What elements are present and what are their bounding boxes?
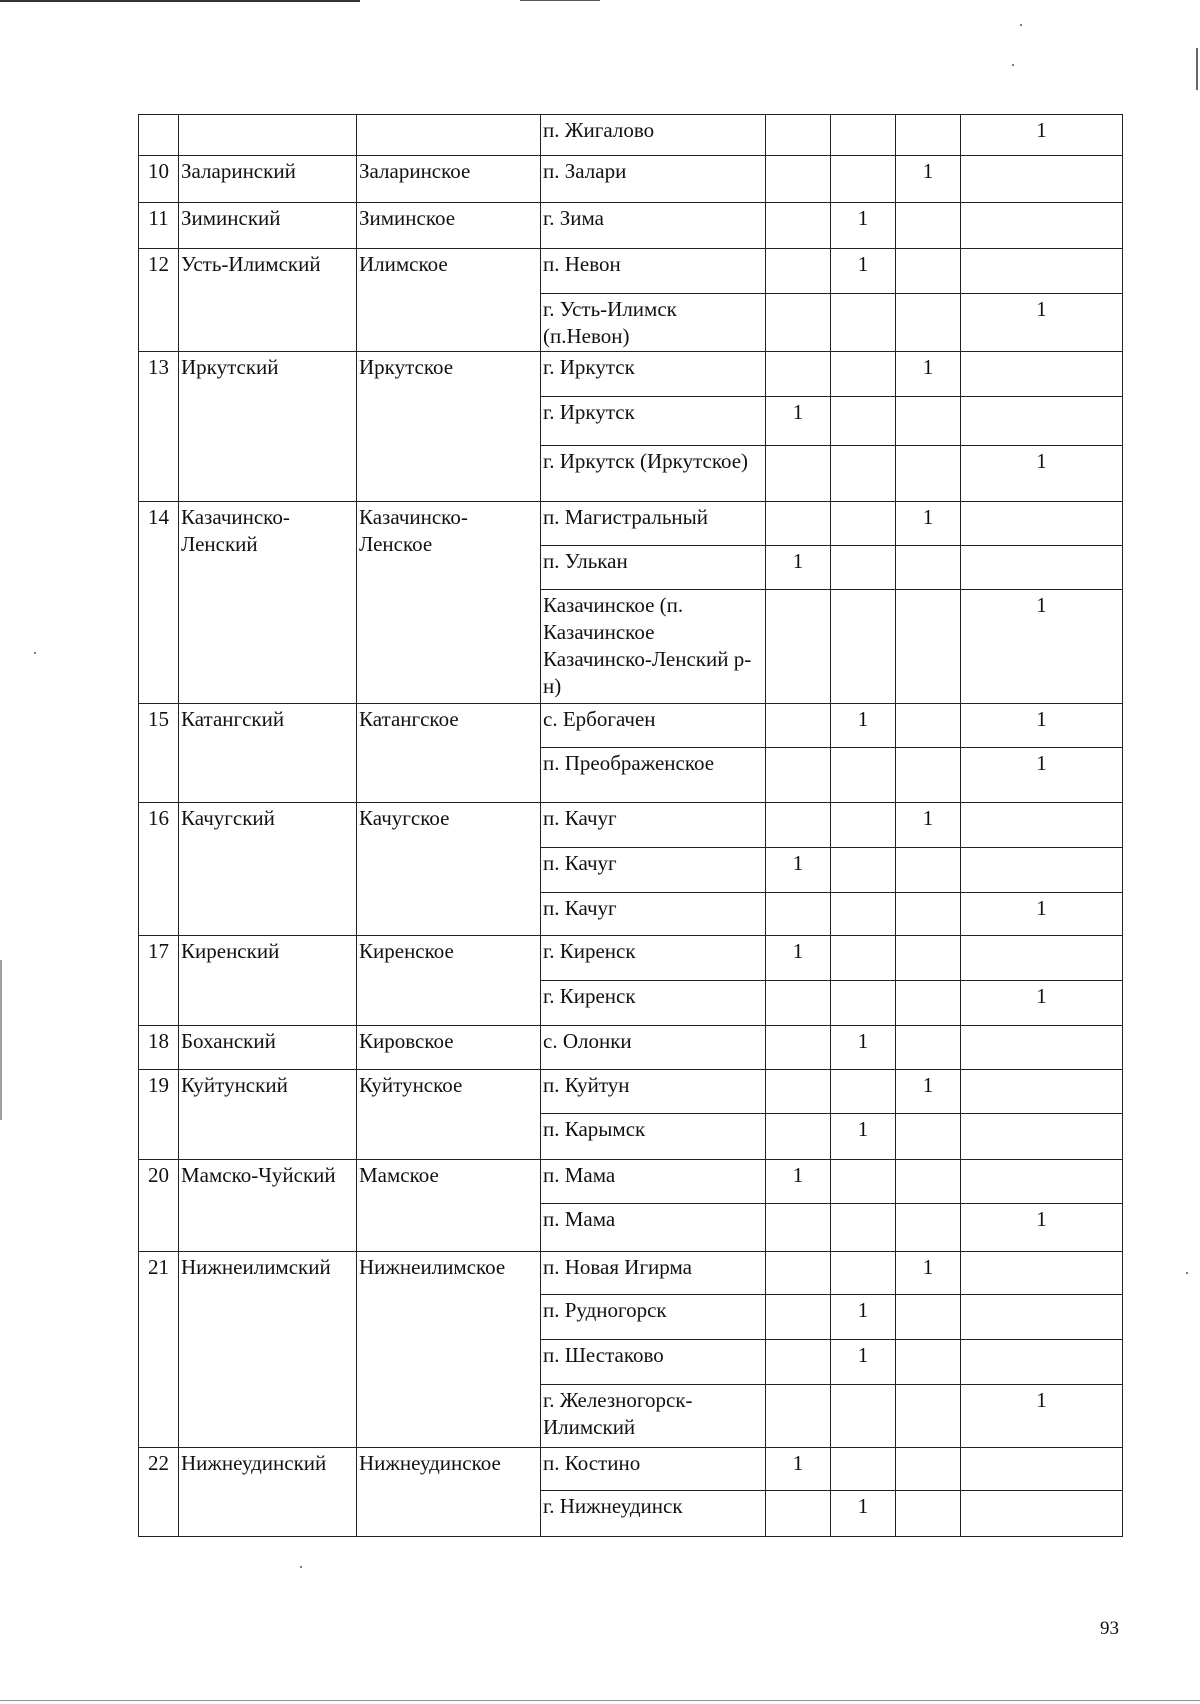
count-col-1	[766, 156, 831, 203]
count-col-4	[961, 397, 1123, 446]
settlement-name: г. Нижнеудинск	[541, 1491, 766, 1537]
school-district-name: Киренское	[357, 936, 541, 1026]
count-col-3	[896, 1295, 961, 1340]
settlement-name: п. Карымск	[541, 1114, 766, 1160]
count-col-2	[831, 1160, 896, 1204]
count-col-1	[766, 115, 831, 156]
row-number	[139, 115, 179, 156]
count-col-4	[961, 936, 1123, 981]
count-col-3	[896, 294, 961, 352]
count-col-4: 1	[961, 704, 1123, 748]
count-col-4	[961, 1340, 1123, 1385]
count-col-4	[961, 203, 1123, 249]
count-col-1	[766, 294, 831, 352]
count-col-3	[896, 446, 961, 502]
table-row	[139, 1070, 1123, 1114]
count-col-4: 1	[961, 446, 1123, 502]
schools-table	[138, 114, 1123, 1537]
settlement-name: п. Улькан	[541, 546, 766, 590]
row-number: 16	[139, 803, 179, 936]
count-col-2: 1	[831, 249, 896, 294]
table-row	[139, 1448, 1123, 1491]
district-name: Мамско-Чуйский	[179, 1160, 357, 1252]
row-number: 17	[139, 936, 179, 1026]
district-name: Заларинский	[179, 156, 357, 203]
scan-edge-left	[0, 960, 2, 1120]
count-col-2	[831, 546, 896, 590]
settlement-name: с. Ербогачен	[541, 704, 766, 748]
school-district-name: Качугское	[357, 803, 541, 936]
table-row	[139, 156, 1123, 203]
settlement-name: г. Зима	[541, 203, 766, 249]
settlement-name: Казачинское (п. Казачинское Казачинско-Ленский р-н)	[541, 590, 766, 704]
school-district-name: Нижнеилимское	[357, 1252, 541, 1448]
district-name: Усть-Илимский	[179, 249, 357, 352]
school-district-name: Нижнеудинское	[357, 1448, 541, 1537]
count-col-2	[831, 352, 896, 397]
count-col-3	[896, 397, 961, 446]
row-number: 22	[139, 1448, 179, 1537]
table-row	[139, 1252, 1123, 1295]
count-col-1	[766, 704, 831, 748]
count-col-3	[896, 1385, 961, 1448]
count-col-1: 1	[766, 848, 831, 893]
count-col-1	[766, 1114, 831, 1160]
settlement-name: п. Качуг	[541, 893, 766, 936]
settlement-name: г. Киренск	[541, 936, 766, 981]
count-col-4: 1	[961, 1385, 1123, 1448]
settlement-name: п. Качуг	[541, 803, 766, 848]
district-name: Нижнеудинский	[179, 1448, 357, 1537]
row-number: 20	[139, 1160, 179, 1252]
settlement-name: п. Рудногорск	[541, 1295, 766, 1340]
district-name: Иркутский	[179, 352, 357, 502]
count-col-3	[896, 748, 961, 803]
count-col-2: 1	[831, 1114, 896, 1160]
scan-speck	[34, 652, 36, 654]
district-name: Куйтунский	[179, 1070, 357, 1160]
count-col-4	[961, 848, 1123, 893]
count-col-3: 1	[896, 156, 961, 203]
settlement-name: г. Киренск	[541, 981, 766, 1026]
row-number: 18	[139, 1026, 179, 1070]
count-col-2: 1	[831, 1491, 896, 1537]
count-col-4	[961, 352, 1123, 397]
school-district-name: Куйтунское	[357, 1070, 541, 1160]
table-row	[139, 203, 1123, 249]
count-col-2	[831, 1252, 896, 1295]
count-col-3	[896, 115, 961, 156]
district-name: Катангский	[179, 704, 357, 803]
row-number: 12	[139, 249, 179, 352]
count-col-1	[766, 803, 831, 848]
school-district-name: Казачинско-Ленское	[357, 502, 541, 704]
count-col-2: 1	[831, 1026, 896, 1070]
count-col-3	[896, 1448, 961, 1491]
settlement-name: п. Новая Игирма	[541, 1252, 766, 1295]
count-col-1	[766, 893, 831, 936]
count-col-1	[766, 446, 831, 502]
count-col-4: 1	[961, 1204, 1123, 1252]
count-col-1	[766, 1252, 831, 1295]
count-col-4	[961, 1070, 1123, 1114]
count-col-1	[766, 1385, 831, 1448]
scan-speck	[1020, 24, 1022, 26]
count-col-2	[831, 1385, 896, 1448]
settlement-name: г. Иркутск	[541, 397, 766, 446]
count-col-2: 1	[831, 704, 896, 748]
count-col-2	[831, 446, 896, 502]
row-number: 15	[139, 704, 179, 803]
count-col-1: 1	[766, 397, 831, 446]
settlement-name: г. Усть-Илимск (п.Невон)	[541, 294, 766, 352]
count-col-2	[831, 803, 896, 848]
school-district-name: Катангское	[357, 704, 541, 803]
count-col-3	[896, 249, 961, 294]
district-name: Зиминский	[179, 203, 357, 249]
count-col-4	[961, 249, 1123, 294]
scan-edge-top	[0, 0, 360, 2]
count-col-4: 1	[961, 748, 1123, 803]
settlement-name: п. Залари	[541, 156, 766, 203]
count-col-3	[896, 981, 961, 1026]
settlement-name: с. Олонки	[541, 1026, 766, 1070]
scan-speck	[300, 1566, 302, 1568]
table-row	[139, 352, 1123, 397]
row-number: 10	[139, 156, 179, 203]
count-col-2	[831, 115, 896, 156]
count-col-4: 1	[961, 294, 1123, 352]
count-col-4	[961, 1252, 1123, 1295]
count-col-4	[961, 1026, 1123, 1070]
school-district-name: Иркутское	[357, 352, 541, 502]
settlement-name: п. Мама	[541, 1160, 766, 1204]
table-row	[139, 1026, 1123, 1070]
district-name: Боханский	[179, 1026, 357, 1070]
count-col-1	[766, 249, 831, 294]
row-number: 19	[139, 1070, 179, 1160]
count-col-3	[896, 936, 961, 981]
count-col-3	[896, 590, 961, 704]
count-col-4: 1	[961, 893, 1123, 936]
count-col-1: 1	[766, 1448, 831, 1491]
district-name	[179, 115, 357, 156]
count-col-2	[831, 1204, 896, 1252]
count-col-3: 1	[896, 502, 961, 546]
count-col-1	[766, 981, 831, 1026]
scan-edge-bottom	[0, 1700, 1200, 1701]
settlement-name: п. Мама	[541, 1204, 766, 1252]
count-col-2	[831, 156, 896, 203]
count-col-2	[831, 397, 896, 446]
count-col-2	[831, 1070, 896, 1114]
table-row	[139, 803, 1123, 848]
row-number: 13	[139, 352, 179, 502]
count-col-2	[831, 1448, 896, 1491]
count-col-3	[896, 704, 961, 748]
count-col-3	[896, 893, 961, 936]
count-col-1: 1	[766, 546, 831, 590]
count-col-3	[896, 203, 961, 249]
table-row	[139, 704, 1123, 748]
count-col-4: 1	[961, 981, 1123, 1026]
count-col-4	[961, 1491, 1123, 1537]
count-col-2	[831, 748, 896, 803]
settlement-name: п. Костино	[541, 1448, 766, 1491]
school-district-name: Заларинское	[357, 156, 541, 203]
count-col-3	[896, 1340, 961, 1385]
count-col-4	[961, 1448, 1123, 1491]
count-col-3	[896, 1160, 961, 1204]
count-col-3	[896, 848, 961, 893]
scan-speck	[1186, 1272, 1188, 1274]
school-district-name: Мамское	[357, 1160, 541, 1252]
table-row	[139, 936, 1123, 981]
count-col-3	[896, 1026, 961, 1070]
table-row	[139, 115, 1123, 156]
table-row	[139, 1160, 1123, 1204]
count-col-1	[766, 590, 831, 704]
count-col-3	[896, 1491, 961, 1537]
count-col-1	[766, 1340, 831, 1385]
count-col-2: 1	[831, 1295, 896, 1340]
school-district-name: Илимское	[357, 249, 541, 352]
count-col-4: 1	[961, 115, 1123, 156]
count-col-4: 1	[961, 590, 1123, 704]
count-col-1	[766, 502, 831, 546]
count-col-4	[961, 156, 1123, 203]
count-col-1	[766, 1491, 831, 1537]
count-col-4	[961, 502, 1123, 546]
count-col-2	[831, 981, 896, 1026]
district-name: Казачинско-Ленский	[179, 502, 357, 704]
settlement-name: г. Железногорск-Илимский	[541, 1385, 766, 1448]
count-col-1	[766, 1295, 831, 1340]
count-col-1	[766, 1070, 831, 1114]
settlement-name: п. Шестаково	[541, 1340, 766, 1385]
district-name: Качугский	[179, 803, 357, 936]
school-district-name	[357, 115, 541, 156]
count-col-4	[961, 1295, 1123, 1340]
count-col-1	[766, 1204, 831, 1252]
count-col-2	[831, 590, 896, 704]
count-col-3	[896, 1114, 961, 1160]
count-col-4	[961, 546, 1123, 590]
count-col-1	[766, 203, 831, 249]
count-col-2: 1	[831, 1340, 896, 1385]
count-col-1	[766, 352, 831, 397]
count-col-2	[831, 936, 896, 981]
settlement-name: п. Преображенское	[541, 748, 766, 803]
settlement-name: п. Жигалово	[541, 115, 766, 156]
count-col-1	[766, 748, 831, 803]
count-col-2: 1	[831, 203, 896, 249]
count-col-2	[831, 848, 896, 893]
count-col-2	[831, 502, 896, 546]
settlement-name: г. Иркутск (Иркутское)	[541, 446, 766, 502]
count-col-1: 1	[766, 936, 831, 981]
count-col-4	[961, 1114, 1123, 1160]
count-col-1: 1	[766, 1160, 831, 1204]
settlement-name: п. Куйтун	[541, 1070, 766, 1114]
count-col-3	[896, 1204, 961, 1252]
row-number: 21	[139, 1252, 179, 1448]
count-col-3	[896, 546, 961, 590]
settlement-name: п. Невон	[541, 249, 766, 294]
count-col-3: 1	[896, 803, 961, 848]
row-number: 14	[139, 502, 179, 704]
page-number: 93	[1100, 1618, 1119, 1639]
count-col-3: 1	[896, 1070, 961, 1114]
count-col-2	[831, 893, 896, 936]
settlement-name: п. Качуг	[541, 848, 766, 893]
scan-speck	[1012, 64, 1014, 66]
count-col-4	[961, 1160, 1123, 1204]
school-district-name: Кировское	[357, 1026, 541, 1070]
table-row	[139, 502, 1123, 546]
count-col-3: 1	[896, 1252, 961, 1295]
count-col-2	[831, 294, 896, 352]
district-name: Нижнеилимский	[179, 1252, 357, 1448]
count-col-1	[766, 1026, 831, 1070]
school-district-name: Зиминское	[357, 203, 541, 249]
settlement-name: г. Иркутск	[541, 352, 766, 397]
scan-edge-top-mark	[520, 0, 600, 1]
count-col-3: 1	[896, 352, 961, 397]
scan-edge-right	[1196, 48, 1198, 90]
settlement-name: п. Магистральный	[541, 502, 766, 546]
row-number: 11	[139, 203, 179, 249]
count-col-4	[961, 803, 1123, 848]
district-name: Киренский	[179, 936, 357, 1026]
table-row	[139, 249, 1123, 294]
